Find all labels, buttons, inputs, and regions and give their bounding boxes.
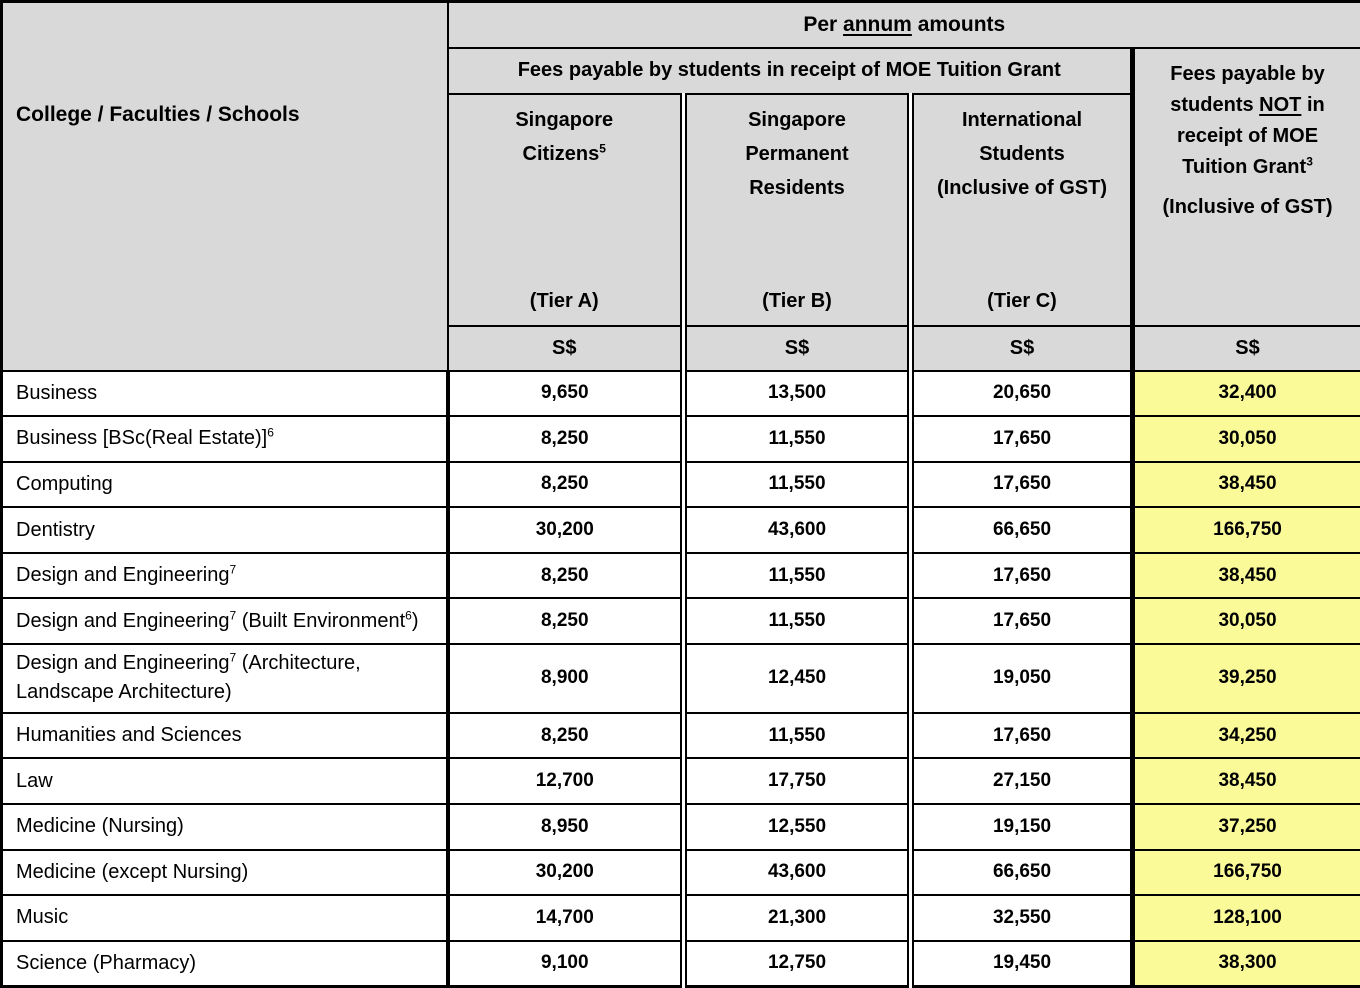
fee-tier-a: 8,250 xyxy=(448,553,684,599)
no-grant-header xyxy=(1133,48,1360,326)
table-row xyxy=(2,371,1360,417)
fee-tier-b: 11,550 xyxy=(684,598,911,644)
row-label: Music xyxy=(2,895,448,941)
table-row xyxy=(2,507,1360,553)
fee-tier-a: 12,700 xyxy=(448,758,684,804)
row-label: Medicine (Nursing) xyxy=(2,804,448,850)
no-grant-header-gst-note: (Inclusive of GST) xyxy=(1162,195,1333,218)
per-annum-amounts-header: Per annum amounts xyxy=(448,2,1360,48)
fee-tier-b: 11,550 xyxy=(684,462,911,508)
fee-tier-b: 17,750 xyxy=(684,758,911,804)
table-row xyxy=(2,941,1360,987)
column-header-singapore-pr xyxy=(684,94,911,326)
fee-tier-b: 12,550 xyxy=(684,804,911,850)
fee-no-grant: 38,450 xyxy=(1133,553,1360,599)
fee-no-grant: 30,050 xyxy=(1133,416,1360,462)
fee-no-grant: 38,450 xyxy=(1133,758,1360,804)
currency-tier-c: S$ xyxy=(911,326,1133,371)
tier-a-label: (Tier A) xyxy=(529,289,599,312)
row-label: Computing xyxy=(2,462,448,508)
table-row xyxy=(2,644,1360,713)
fee-no-grant: 32,400 xyxy=(1133,371,1360,417)
currency-tier-b: S$ xyxy=(684,326,911,371)
fee-tier-b: 11,550 xyxy=(684,553,911,599)
no-grant-header-main: Fees payable by students NOT in receipt of MOE Tuition Grant$^3$ xyxy=(1170,62,1325,178)
column-title-singapore-pr: Singapore Permanent Residents xyxy=(745,108,849,199)
row-label: Dentistry xyxy=(2,507,448,553)
table-row xyxy=(2,804,1360,850)
fee-tier-a: 30,200 xyxy=(448,850,684,896)
row-label: Design and Engineering$^7$ (Architecture, Landscape Architecture) xyxy=(2,644,448,713)
fee-tier-c: 17,650 xyxy=(911,713,1133,759)
table-row xyxy=(2,895,1360,941)
table-row xyxy=(2,598,1360,644)
column-title-international-students: International Students (Inclusive of GST) xyxy=(936,108,1108,199)
fee-tier-c: 19,050 xyxy=(911,644,1133,713)
row-label: Business xyxy=(2,371,448,417)
row-label: Design and Engineering$^7$ xyxy=(2,553,448,599)
row-label: Humanities and Sciences xyxy=(2,713,448,759)
fee-tier-c: 32,550 xyxy=(911,895,1133,941)
fee-tier-a: 9,100 xyxy=(448,941,684,987)
fee-rows xyxy=(2,371,1360,987)
corner-header-college-faculties-schools: College / Faculties / Schools xyxy=(2,2,448,371)
table-row xyxy=(2,462,1360,508)
fee-no-grant: 34,250 xyxy=(1133,713,1360,759)
table-row xyxy=(2,713,1360,759)
column-header-international-students xyxy=(911,94,1133,326)
row-label: Law xyxy=(2,758,448,804)
fee-no-grant: 30,050 xyxy=(1133,598,1360,644)
fee-tier-b: 43,600 xyxy=(684,850,911,896)
fee-tier-c: 19,150 xyxy=(911,804,1133,850)
header-row-per-annum xyxy=(2,2,1360,48)
tier-c-label: (Tier C) xyxy=(987,289,1057,312)
fee-tier-b: 12,750 xyxy=(684,941,911,987)
fee-tier-b: 11,550 xyxy=(684,713,911,759)
fee-tier-b: 43,600 xyxy=(684,507,911,553)
fee-tier-a: 14,700 xyxy=(448,895,684,941)
row-label: Design and Engineering$^7$ (Built Environment$^6$) xyxy=(2,598,448,644)
fee-no-grant: 166,750 xyxy=(1133,507,1360,553)
fee-tier-b: 21,300 xyxy=(684,895,911,941)
fee-tier-a: 9,650 xyxy=(448,371,684,417)
fee-tier-a: 8,250 xyxy=(448,713,684,759)
fee-no-grant: 39,250 xyxy=(1133,644,1360,713)
fee-tier-a: 30,200 xyxy=(448,507,684,553)
tier-b-label: (Tier B) xyxy=(762,289,832,312)
fee-tier-a: 8,900 xyxy=(448,644,684,713)
fee-tier-c: 66,650 xyxy=(911,850,1133,896)
fee-no-grant: 38,450 xyxy=(1133,462,1360,508)
fee-tier-c: 17,650 xyxy=(911,462,1133,508)
fee-no-grant: 38,300 xyxy=(1133,941,1360,987)
fee-tier-c: 17,650 xyxy=(911,416,1133,462)
column-title-singapore-citizens: Singapore Citizens$^5$ xyxy=(515,108,614,165)
fee-tier-b: 13,500 xyxy=(684,371,911,417)
fee-tier-a: 8,950 xyxy=(448,804,684,850)
fee-tier-b: 12,450 xyxy=(684,644,911,713)
column-header-singapore-citizens xyxy=(448,94,684,326)
fee-tier-b: 11,550 xyxy=(684,416,911,462)
fee-tier-a: 8,250 xyxy=(448,598,684,644)
fee-tier-c: 17,650 xyxy=(911,598,1133,644)
table-row xyxy=(2,416,1360,462)
row-label: Science (Pharmacy) xyxy=(2,941,448,987)
fee-tier-c: 17,650 xyxy=(911,553,1133,599)
row-label: Business [BSc(Real Estate)]$^6$ xyxy=(2,416,448,462)
table-row xyxy=(2,850,1360,896)
fee-tier-c: 19,450 xyxy=(911,941,1133,987)
fee-tier-c: 66,650 xyxy=(911,507,1133,553)
fee-tier-a: 8,250 xyxy=(448,462,684,508)
currency-no-grant: S$ xyxy=(1133,326,1360,371)
currency-tier-a: S$ xyxy=(448,326,684,371)
table-row xyxy=(2,758,1360,804)
row-label: Medicine (except Nursing) xyxy=(2,850,448,896)
fee-no-grant: 128,100 xyxy=(1133,895,1360,941)
table-row xyxy=(2,553,1360,599)
fee-no-grant: 37,250 xyxy=(1133,804,1360,850)
fee-tier-a: 8,250 xyxy=(448,416,684,462)
fee-no-grant: 166,750 xyxy=(1133,850,1360,896)
fee-tier-c: 20,650 xyxy=(911,371,1133,417)
moe-grant-header: Fees payable by students in receipt of MOE Tuition Grant xyxy=(448,48,1133,94)
fee-tier-c: 27,150 xyxy=(911,758,1133,804)
